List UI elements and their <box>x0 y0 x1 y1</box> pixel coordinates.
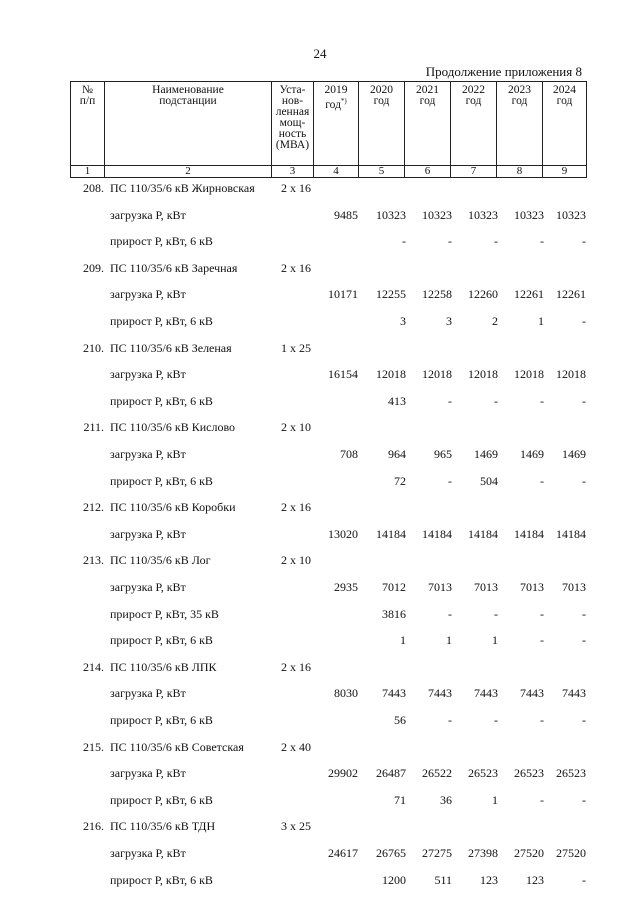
row-value: 1469 <box>520 447 544 461</box>
table-row <box>70 713 586 735</box>
row-capacity: 2 х 40 <box>281 739 311 754</box>
footnote-mark: *) <box>340 97 347 105</box>
row-value: 8030 <box>334 686 358 701</box>
row-value: 10323 <box>422 207 452 222</box>
continuation-note: Продолжение приложения 8 <box>425 64 582 79</box>
row-name: ПС 110/35/6 кВ Лог <box>110 553 211 568</box>
row-number: 208. <box>83 181 104 195</box>
row-number: 213. <box>83 553 104 568</box>
row-value: 7013 <box>520 580 544 594</box>
row-value: 7443 <box>428 686 452 701</box>
row-value: 1469 <box>562 447 586 461</box>
row-name: ПС 110/35/6 кВ ТДН <box>110 819 216 834</box>
row-name: ПС 110/35/6 кВ Жирновская <box>110 181 255 195</box>
row-capacity: 2 х 16 <box>281 181 311 195</box>
row-value: 26523 <box>556 766 586 781</box>
row-value: - <box>540 473 544 488</box>
row-value: 1 <box>446 633 452 648</box>
table-row <box>70 341 586 363</box>
column-number: 1 <box>71 166 105 178</box>
row-value: - <box>448 606 452 621</box>
row-value: - <box>582 473 586 488</box>
column-number: 4 <box>314 166 359 178</box>
row-value: - <box>448 234 452 249</box>
row-capacity: 2 х 16 <box>281 500 311 515</box>
row-value: 7013 <box>428 580 452 594</box>
header-substation-name: Наименование подстанции <box>105 82 272 166</box>
row-value: 7443 <box>382 686 406 701</box>
row-name: ПС 110/35/6 кВ Кислово <box>110 420 236 435</box>
row-value: 1 <box>492 792 498 807</box>
row-value: 12018 <box>468 367 498 382</box>
row-value: - <box>448 393 452 408</box>
row-value: 2 <box>492 314 498 328</box>
table-row <box>70 394 586 416</box>
table-row <box>70 607 586 629</box>
row-value: 2935 <box>334 580 358 594</box>
column-number: 8 <box>497 166 543 178</box>
row-value: 504 <box>480 473 498 488</box>
row-number: 215. <box>83 739 104 754</box>
row-value: - <box>540 633 544 648</box>
row-capacity: 2 х 10 <box>281 420 311 435</box>
row-value: 10323 <box>556 207 586 222</box>
row-value: - <box>448 473 452 488</box>
row-value: 7013 <box>562 580 586 594</box>
row-value: 16154 <box>328 367 358 382</box>
row-name: прирост Р, кВт, 6 кВ <box>110 314 213 328</box>
row-name: прирост Р, кВт, 6 кВ <box>110 872 213 887</box>
row-name: загрузка Р, кВт <box>110 207 186 222</box>
row-value: 26765 <box>376 846 406 860</box>
table-row <box>70 500 586 522</box>
row-name: загрузка Р, кВт <box>110 580 186 594</box>
row-value: - <box>582 792 586 807</box>
row-name: прирост Р, кВт, 6 кВ <box>110 713 213 727</box>
row-value: 14184 <box>514 526 544 541</box>
column-number: 6 <box>405 166 451 178</box>
row-number: 210. <box>83 340 104 355</box>
row-value: 3 <box>446 314 452 328</box>
row-value: 26487 <box>376 766 406 781</box>
table-row <box>70 633 586 655</box>
column-number: 9 <box>543 166 587 178</box>
row-value: 123 <box>526 872 544 887</box>
header-year-2020: 2020 год <box>359 82 405 166</box>
table-row <box>70 819 586 841</box>
row-value: 1 <box>538 314 544 328</box>
row-name: загрузка Р, кВт <box>110 367 186 382</box>
table-row <box>70 846 586 868</box>
row-value: 12261 <box>514 287 544 302</box>
row-value: - <box>582 234 586 249</box>
row-name: прирост Р, кВт, 6 кВ <box>110 234 213 249</box>
table-row <box>70 580 586 602</box>
row-value: - <box>448 713 452 727</box>
row-value: - <box>582 633 586 648</box>
row-number: 209. <box>83 260 104 275</box>
row-name: прирост Р, кВт, 6 кВ <box>110 393 213 408</box>
row-value: 29902 <box>328 766 358 781</box>
table-row <box>70 447 586 469</box>
table-row <box>70 208 586 230</box>
row-capacity: 2 х 10 <box>281 553 311 568</box>
row-value: 12258 <box>422 287 452 302</box>
row-capacity: 2 х 16 <box>281 260 311 275</box>
table-row <box>70 420 586 442</box>
row-name: загрузка Р, кВт <box>110 526 186 541</box>
table-row <box>70 367 586 389</box>
row-value: - <box>402 234 406 249</box>
row-value: 7013 <box>474 580 498 594</box>
row-value: 3816 <box>382 606 406 621</box>
row-value: - <box>540 234 544 249</box>
row-capacity: 1 х 25 <box>281 340 311 355</box>
row-name: загрузка Р, кВт <box>110 287 186 302</box>
table-row <box>70 314 586 336</box>
row-value: - <box>494 393 498 408</box>
row-value: 72 <box>394 473 406 488</box>
row-value: 14184 <box>376 526 406 541</box>
row-value: 12018 <box>422 367 452 382</box>
row-value: 27398 <box>468 846 498 860</box>
row-name: ПС 110/35/6 кВ Зеленая <box>110 340 232 355</box>
row-value: - <box>582 872 586 887</box>
header-year-2022: 2022 год <box>451 82 497 166</box>
row-value: 708 <box>340 447 358 461</box>
row-value: 36 <box>440 792 452 807</box>
page-number: 24 <box>313 46 327 61</box>
row-value: 27520 <box>556 846 586 860</box>
row-value: 12018 <box>514 367 544 382</box>
row-name: загрузка Р, кВт <box>110 447 186 461</box>
row-value: 14184 <box>422 526 452 541</box>
table-row <box>70 740 586 762</box>
row-value: 12260 <box>468 287 498 302</box>
row-number: 216. <box>83 819 104 834</box>
row-value: 123 <box>480 872 498 887</box>
row-value: 13020 <box>328 526 358 541</box>
row-value: - <box>582 606 586 621</box>
row-value: 14184 <box>556 526 586 541</box>
row-capacity: 2 х 16 <box>281 659 311 674</box>
row-name: ПС 110/35/6 кВ Коробки <box>110 500 236 515</box>
row-value: 1200 <box>382 872 406 887</box>
row-value: - <box>540 393 544 408</box>
row-name: загрузка Р, кВт <box>110 766 186 781</box>
row-name: прирост Р, кВт, 6 кВ <box>110 792 213 807</box>
row-value: 56 <box>394 713 406 727</box>
row-value: 1 <box>400 633 406 648</box>
header-number: № п/п <box>71 82 105 166</box>
column-number: 7 <box>451 166 497 178</box>
row-name: загрузка Р, кВт <box>110 846 186 860</box>
table-row <box>70 660 586 682</box>
row-value: 9485 <box>334 207 358 222</box>
row-name: ПС 110/35/6 кВ Советская <box>110 739 244 754</box>
row-value: 12018 <box>376 367 406 382</box>
row-value: 7443 <box>520 686 544 701</box>
row-value: 26522 <box>422 766 452 781</box>
row-value: 3 <box>400 314 406 328</box>
row-value: 7012 <box>382 580 406 594</box>
row-value: 27520 <box>514 846 544 860</box>
row-value: 10171 <box>328 287 358 302</box>
row-value: - <box>494 713 498 727</box>
row-number: 211. <box>83 420 104 435</box>
column-number: 5 <box>359 166 405 178</box>
table-row <box>70 873 586 895</box>
row-value: 965 <box>434 447 452 461</box>
row-value: 12018 <box>556 367 586 382</box>
row-value: - <box>540 713 544 727</box>
row-value: 71 <box>394 792 406 807</box>
row-value: 10323 <box>376 207 406 222</box>
table-row <box>70 686 586 708</box>
row-name: прирост Р, кВт, 35 кВ <box>110 606 219 621</box>
table-row <box>70 553 586 575</box>
row-value: - <box>494 606 498 621</box>
table-row <box>70 793 586 815</box>
row-value: 964 <box>388 447 406 461</box>
table-row <box>70 234 586 256</box>
row-name: ПС 110/35/6 кВ ЛПК <box>110 659 217 674</box>
row-name: ПС 110/35/6 кВ Заречная <box>110 260 238 275</box>
table-row <box>70 261 586 283</box>
table-row <box>70 287 586 309</box>
header-year-2019: 2019 год*) <box>314 82 359 166</box>
row-name: прирост Р, кВт, 6 кВ <box>110 633 213 648</box>
header-year-2023: 2023 год <box>497 82 543 166</box>
row-value: 27275 <box>422 846 452 860</box>
row-value: 24617 <box>328 846 358 860</box>
header-capacity: Уста- нов- ленная мощ- ность (МВА) <box>272 82 314 166</box>
row-value: 1469 <box>474 447 498 461</box>
header-year-2021: 2021 год <box>405 82 451 166</box>
row-value: - <box>540 606 544 621</box>
row-value: 7443 <box>474 686 498 701</box>
table-header <box>70 81 587 178</box>
row-value: 7443 <box>562 686 586 701</box>
row-value: 413 <box>388 393 406 408</box>
table-row <box>70 474 586 496</box>
row-value: 26523 <box>468 766 498 781</box>
row-value: - <box>582 314 586 328</box>
row-value: - <box>582 713 586 727</box>
row-value: 10323 <box>468 207 498 222</box>
column-number: 3 <box>272 166 314 178</box>
row-value: - <box>582 393 586 408</box>
row-name: загрузка Р, кВт <box>110 686 186 701</box>
row-value: 511 <box>434 872 452 887</box>
row-value: 10323 <box>514 207 544 222</box>
table-row <box>70 527 586 549</box>
table-row <box>70 181 586 203</box>
row-value: 12255 <box>376 287 406 302</box>
row-value: 26523 <box>514 766 544 781</box>
row-capacity: 3 х 25 <box>281 819 311 834</box>
row-value: 12261 <box>556 287 586 302</box>
table-row <box>70 766 586 788</box>
row-value: - <box>540 792 544 807</box>
row-value: - <box>494 234 498 249</box>
row-value: 14184 <box>468 526 498 541</box>
row-value: 1 <box>492 633 498 648</box>
row-number: 214. <box>83 659 104 674</box>
column-number: 2 <box>105 166 272 178</box>
row-number: 212. <box>83 500 104 515</box>
header-year-2024: 2024 год <box>543 82 587 166</box>
row-name: прирост Р, кВт, 6 кВ <box>110 473 213 488</box>
